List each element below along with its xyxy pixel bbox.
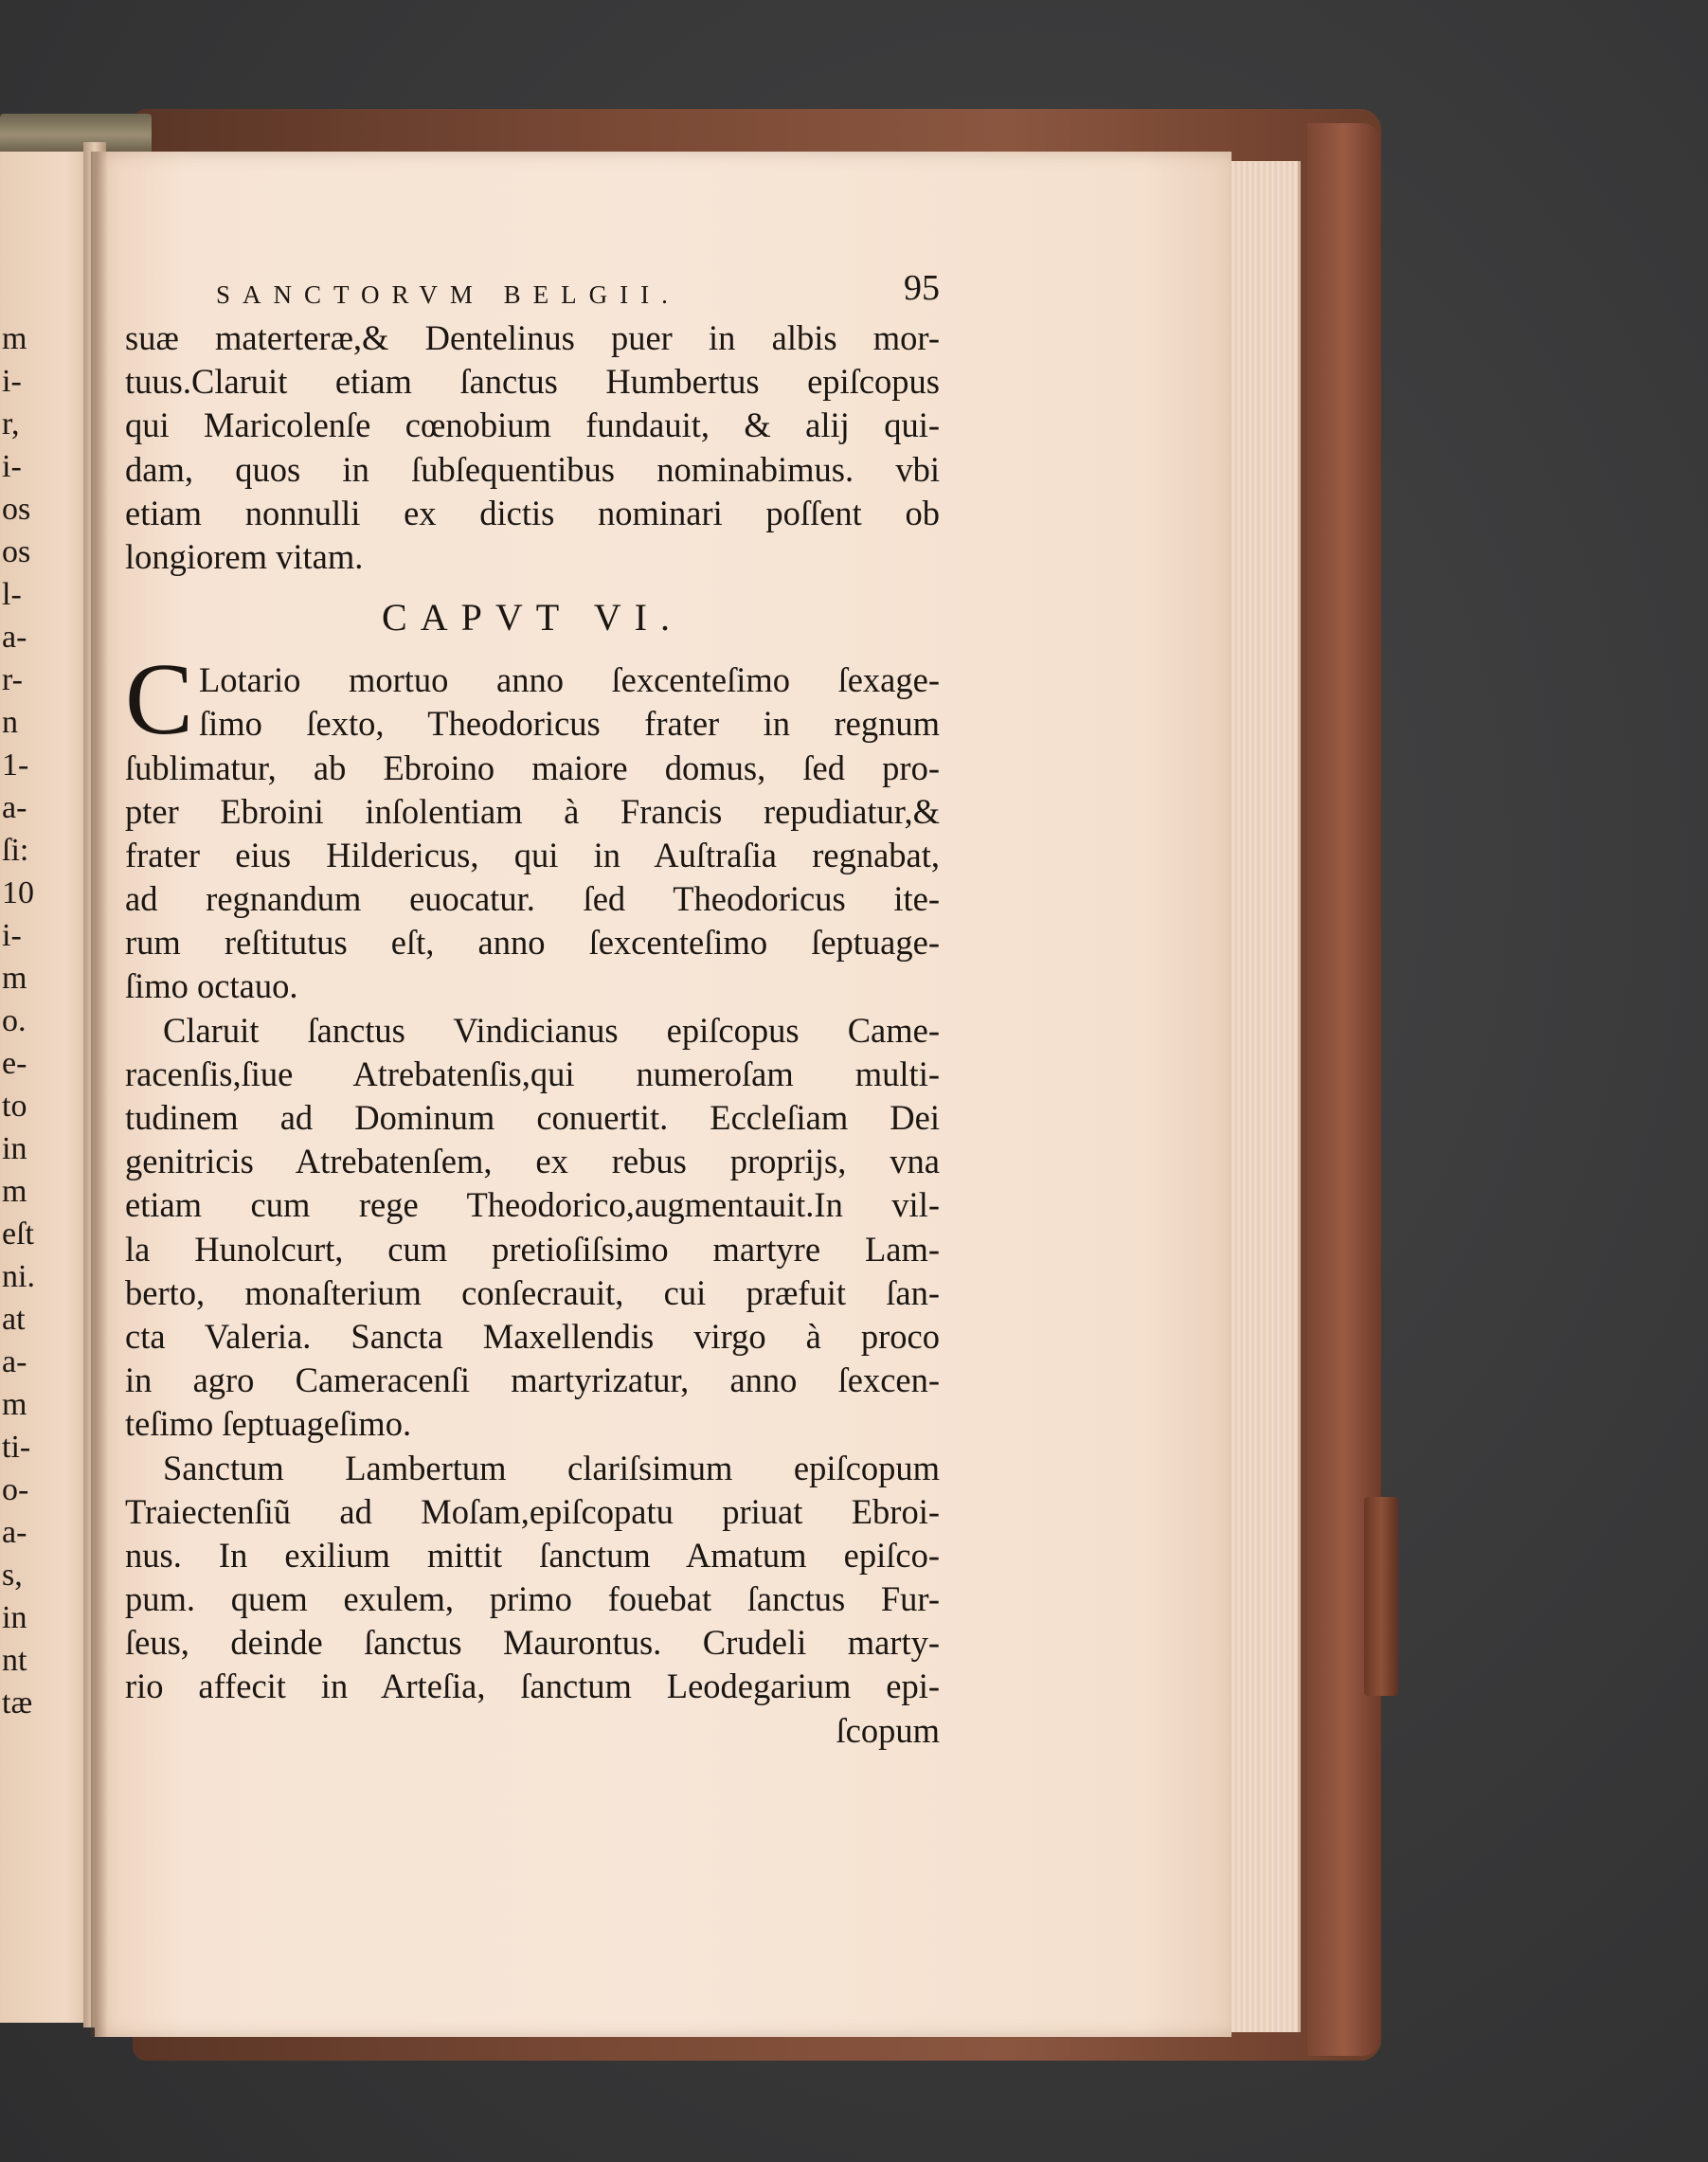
left-fragment: o.	[2, 1003, 27, 1038]
left-fragment: a-	[2, 790, 27, 825]
text-line: ſimo ſexto, Theodoricus frater in regnum	[199, 704, 940, 744]
catchword: ſcopum	[836, 1710, 940, 1750]
text-line: pter Ebroini inſolentiam à Francis repudiatur,&	[125, 791, 940, 831]
left-fragment: i-	[2, 918, 22, 953]
text-line: Claruit ſanctus Vindicianus epiſcopus Came-	[163, 1010, 940, 1050]
text-line: ſublimatur, ab Ebroino maiore domus, ſed pro-	[125, 748, 940, 787]
left-fragment: tæ	[2, 1685, 33, 1721]
text-line: rio affecit in Arteſia, ſanctum Leodegarium epi-	[125, 1667, 940, 1706]
running-head	[125, 267, 940, 316]
chapter-heading: CAPVT VI.	[382, 596, 683, 640]
text-line: Traiectenſiũ ad Moſam,epiſcopatu priuat Ebroi-	[125, 1491, 940, 1531]
left-fragment: m	[2, 1387, 27, 1422]
left-page-text-fragments	[2, 317, 92, 1724]
book-clasp	[1364, 1497, 1398, 1696]
text-line: dam, quos in ſubſequentibus nominabimus. vbi	[125, 449, 940, 489]
left-fragment: n	[2, 705, 18, 740]
left-fragment: os	[2, 492, 31, 527]
left-fragment: a-	[2, 1515, 27, 1550]
text-line: pum. quem exulem, primo fouebat ſanctus Fur-	[125, 1579, 940, 1619]
text-line: in agro Cameracenſi martyrizatur, anno ſexcen-	[125, 1360, 940, 1400]
left-fragment: at	[2, 1302, 26, 1337]
text-line: etiam cum rege Theodorico,augmentauit.In vil-	[125, 1185, 940, 1225]
text-line: frater eius Hildericus, qui in Auſtraſia regnabat,	[125, 835, 940, 874]
text-line: longiorem vitam.	[125, 536, 364, 576]
page-edges	[1222, 161, 1301, 2032]
page-number: 95	[904, 268, 940, 308]
left-fragment: m	[2, 321, 27, 356]
left-fragment: m	[2, 961, 27, 996]
paragraph-2	[125, 1009, 940, 1447]
left-fragment: 1-	[2, 748, 29, 783]
left-fragment: o-	[2, 1472, 29, 1507]
text-line: etiam nonnulli ex dictis nominari poſſent ob	[125, 493, 940, 532]
paragraph-3	[125, 1447, 940, 1709]
left-fragment: l-	[2, 577, 22, 612]
left-fragment: in	[2, 1131, 27, 1166]
fold-shadow	[91, 152, 108, 2037]
left-fragment: i-	[2, 364, 22, 399]
left-fragment: nt	[2, 1643, 27, 1678]
left-fragment: os	[2, 534, 31, 569]
left-fragment: ſi:	[2, 833, 29, 868]
text-line: ſimo octauo.	[125, 966, 298, 1006]
paragraph-1	[125, 643, 940, 1009]
text-line: nus. In exilium mittit ſanctum Amatum epiſco-	[125, 1535, 940, 1575]
text-line: la Hunolcurt, cum pretioſiſsimo martyre Lam-	[125, 1229, 940, 1269]
opening-lines	[125, 316, 940, 579]
text-line: suæ materteræ,& Dentelinus puer in albis mor-	[125, 318, 940, 357]
text-line: teſimo ſeptuageſimo.	[125, 1404, 412, 1444]
text-line: ſeus, deinde ſanctus Maurontus. Crudeli marty-	[125, 1623, 940, 1663]
text-line: ad regnandum euocatur. ſed Theodoricus ite-	[125, 879, 940, 919]
left-fragment: e-	[2, 1046, 27, 1081]
text-line: tuus.Claruit etiam ſanctus Humbertus epiſcopus	[125, 362, 940, 402]
left-fragment: m	[2, 1174, 27, 1209]
left-fragment: 10	[2, 875, 34, 910]
left-fragment: a-	[2, 1344, 27, 1379]
text-line: berto, monaſterium conſecrauit, cui præfuit ſan-	[125, 1272, 940, 1312]
text-line: Lotario mortuo anno ſexcenteſimo ſexage-	[199, 660, 940, 700]
headband	[0, 114, 152, 156]
left-fragment: in	[2, 1600, 27, 1635]
left-fragment: eſt	[2, 1216, 34, 1252]
running-head-title: SANCTORVM BELGII.	[216, 280, 680, 309]
text-line: cta Valeria. Sancta Maxellendis virgo à proco	[125, 1316, 940, 1356]
left-fragment: s,	[2, 1558, 23, 1593]
left-fragment: to	[2, 1089, 27, 1124]
text-line: Sanctum Lambertum clariſsimum epiſcopum	[163, 1448, 940, 1487]
cover-edge	[1307, 123, 1381, 2056]
text-line: rum reſtitutus eſt, anno ſexcenteſimo ſeptuage-	[125, 923, 940, 963]
left-fragment: ni.	[2, 1259, 35, 1294]
text-line: racenſis,ſiue Atrebatenſis,qui numeroſam multi-	[125, 1054, 940, 1093]
left-fragment: a-	[2, 620, 27, 655]
text-line: tudinem ad Dominum conuertit. Eccleſiam Dei	[125, 1098, 940, 1137]
text-line: qui Maricolenſe cœnobium fundauit, & alij qui-	[125, 405, 940, 445]
left-fragment: ti-	[2, 1430, 31, 1465]
text-line: genitricis Atrebatenſem, ex rebus proprijs, vna	[125, 1142, 940, 1181]
left-fragment: i-	[2, 449, 22, 484]
left-fragment: r,	[2, 406, 20, 441]
left-fragment: r-	[2, 662, 23, 697]
drop-cap: C	[125, 643, 194, 757]
page-text-block	[125, 267, 940, 1753]
